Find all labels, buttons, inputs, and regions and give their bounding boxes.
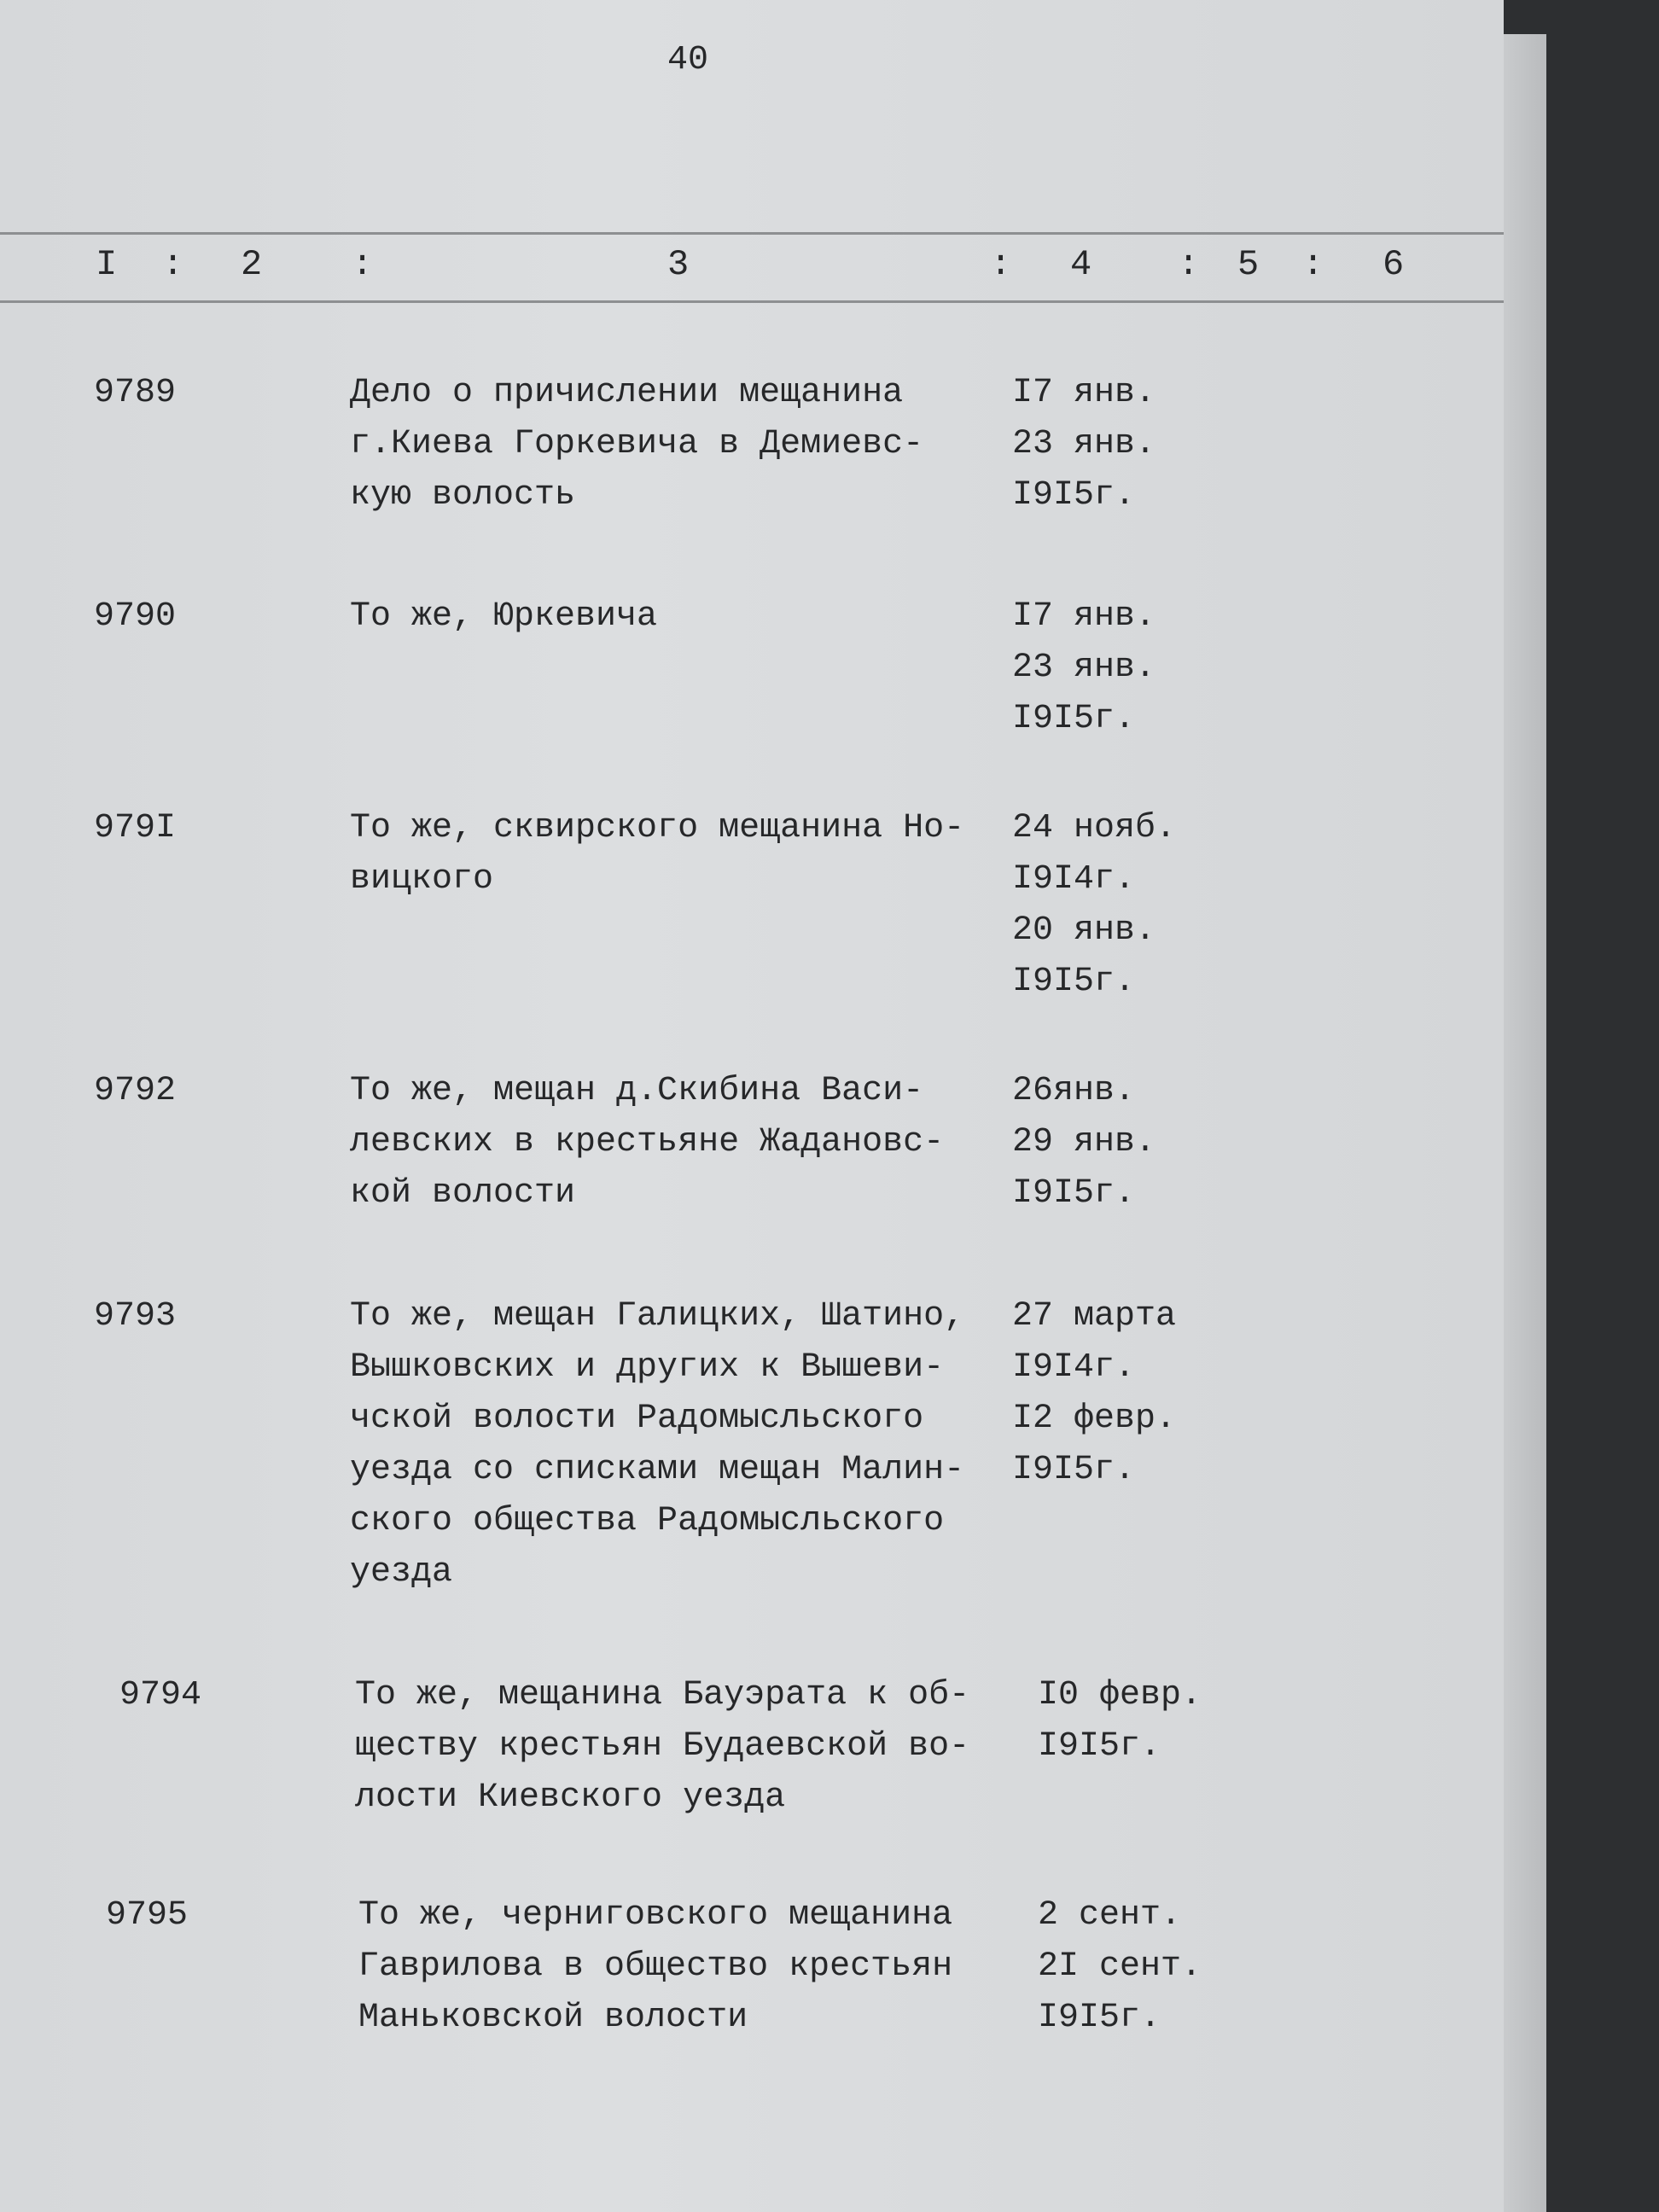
page-number: 40	[667, 41, 709, 79]
entry-number: 9793	[94, 1297, 177, 1336]
entry-number: 9792	[94, 1072, 177, 1110]
entry-text-line: кой волости	[350, 1174, 576, 1213]
entry-date-line: I9I5г.	[1038, 1727, 1161, 1766]
entry-date-line: I9I5г.	[1012, 963, 1136, 1001]
entry-text-line: То же, черниговского мещанина	[358, 1896, 953, 1935]
entry-date-line: 24 нояб.	[1012, 809, 1177, 847]
entry-date-line: 23 янв.	[1012, 425, 1156, 463]
header-rule-bottom	[0, 300, 1504, 303]
entry-date-line: 23 янв.	[1012, 649, 1156, 687]
entry-date-line: I9I4г.	[1012, 1348, 1136, 1387]
column-header-3: 3	[667, 244, 690, 285]
entry-date-line: I9I5г.	[1012, 700, 1136, 738]
entry-text-line: То же, Юркевича	[350, 597, 658, 636]
entry-date-line: 20 янв.	[1012, 911, 1156, 950]
entry-text-line: То же, мещан Галицких, Шатино,	[350, 1297, 965, 1336]
entry-number: 9794	[119, 1676, 202, 1714]
entry-number: 979I	[94, 809, 177, 847]
column-header-5: 5	[1237, 244, 1260, 285]
entry-text-line: Дело о причислении мещанина	[350, 374, 904, 412]
header-rule-top	[0, 232, 1504, 235]
entry-date-line: I9I5г.	[1038, 1999, 1161, 2037]
entry-text-line: уезда со списками мещан Малин-	[350, 1451, 965, 1489]
entry-text-line: То же, сквирского мещанина Но-	[350, 809, 965, 847]
entry-text-line: уезда	[350, 1553, 453, 1592]
entry-date-line: I9I5г.	[1012, 1174, 1136, 1213]
entry-date-line: I9I5г.	[1012, 1451, 1136, 1489]
entry-text-line: То же, мещан д.Скибина Васи-	[350, 1072, 924, 1110]
entry-date-line: I7 янв.	[1012, 597, 1156, 636]
entry-text-line: То же, мещанина Бауэрата к об-	[355, 1676, 970, 1714]
entry-date-line: I2 февр.	[1012, 1400, 1177, 1438]
entry-text-line: левских в крестьяне Жадановс-	[350, 1123, 945, 1161]
entry-text-line: Маньковской волости	[358, 1999, 748, 2037]
entry-text-line: лости Киевского уезда	[355, 1778, 786, 1817]
entry-date-line: 26янв.	[1012, 1072, 1136, 1110]
entry-date-line: 29 янв.	[1012, 1123, 1156, 1161]
page-edge	[1504, 34, 1546, 2212]
entry-text-line: вицкого	[350, 860, 494, 899]
entry-date-line: I7 янв.	[1012, 374, 1156, 412]
entry-text-line: г.Киева Горкевича в Демиевс-	[350, 425, 924, 463]
entry-number: 9790	[94, 597, 177, 636]
entry-date-line: I9I4г.	[1012, 860, 1136, 899]
column-separator: :	[1178, 244, 1200, 285]
column-separator: :	[162, 244, 184, 285]
column-header-2: 2	[241, 244, 263, 285]
column-separator: :	[352, 244, 374, 285]
entry-text-line: Вышковских и других к Вышеви-	[350, 1348, 945, 1387]
column-header-1: I	[96, 244, 118, 285]
column-separator: :	[990, 244, 1012, 285]
entry-date-line: I9I5г.	[1012, 476, 1136, 515]
entry-number: 9789	[94, 374, 177, 412]
entry-text-line: чской волости Радомысльского	[350, 1400, 924, 1438]
entry-number: 9795	[106, 1896, 189, 1935]
entry-date-line: 27 марта	[1012, 1297, 1177, 1336]
entry-text-line: ществу крестьян Будаевской во-	[355, 1727, 970, 1766]
entry-text-line: Гаврилова в общество крестьян	[358, 1947, 953, 1986]
column-header-6: 6	[1382, 244, 1405, 285]
entry-date-line: I0 февр.	[1038, 1676, 1202, 1714]
entry-date-line: 2 сент.	[1038, 1896, 1182, 1935]
entry-date-line: 2I сент.	[1038, 1947, 1202, 1986]
entry-text-line: кую волость	[350, 476, 576, 515]
column-header-4: 4	[1070, 244, 1092, 285]
column-separator: :	[1302, 244, 1324, 285]
entry-text-line: ского общества Радомысльского	[350, 1502, 945, 1540]
